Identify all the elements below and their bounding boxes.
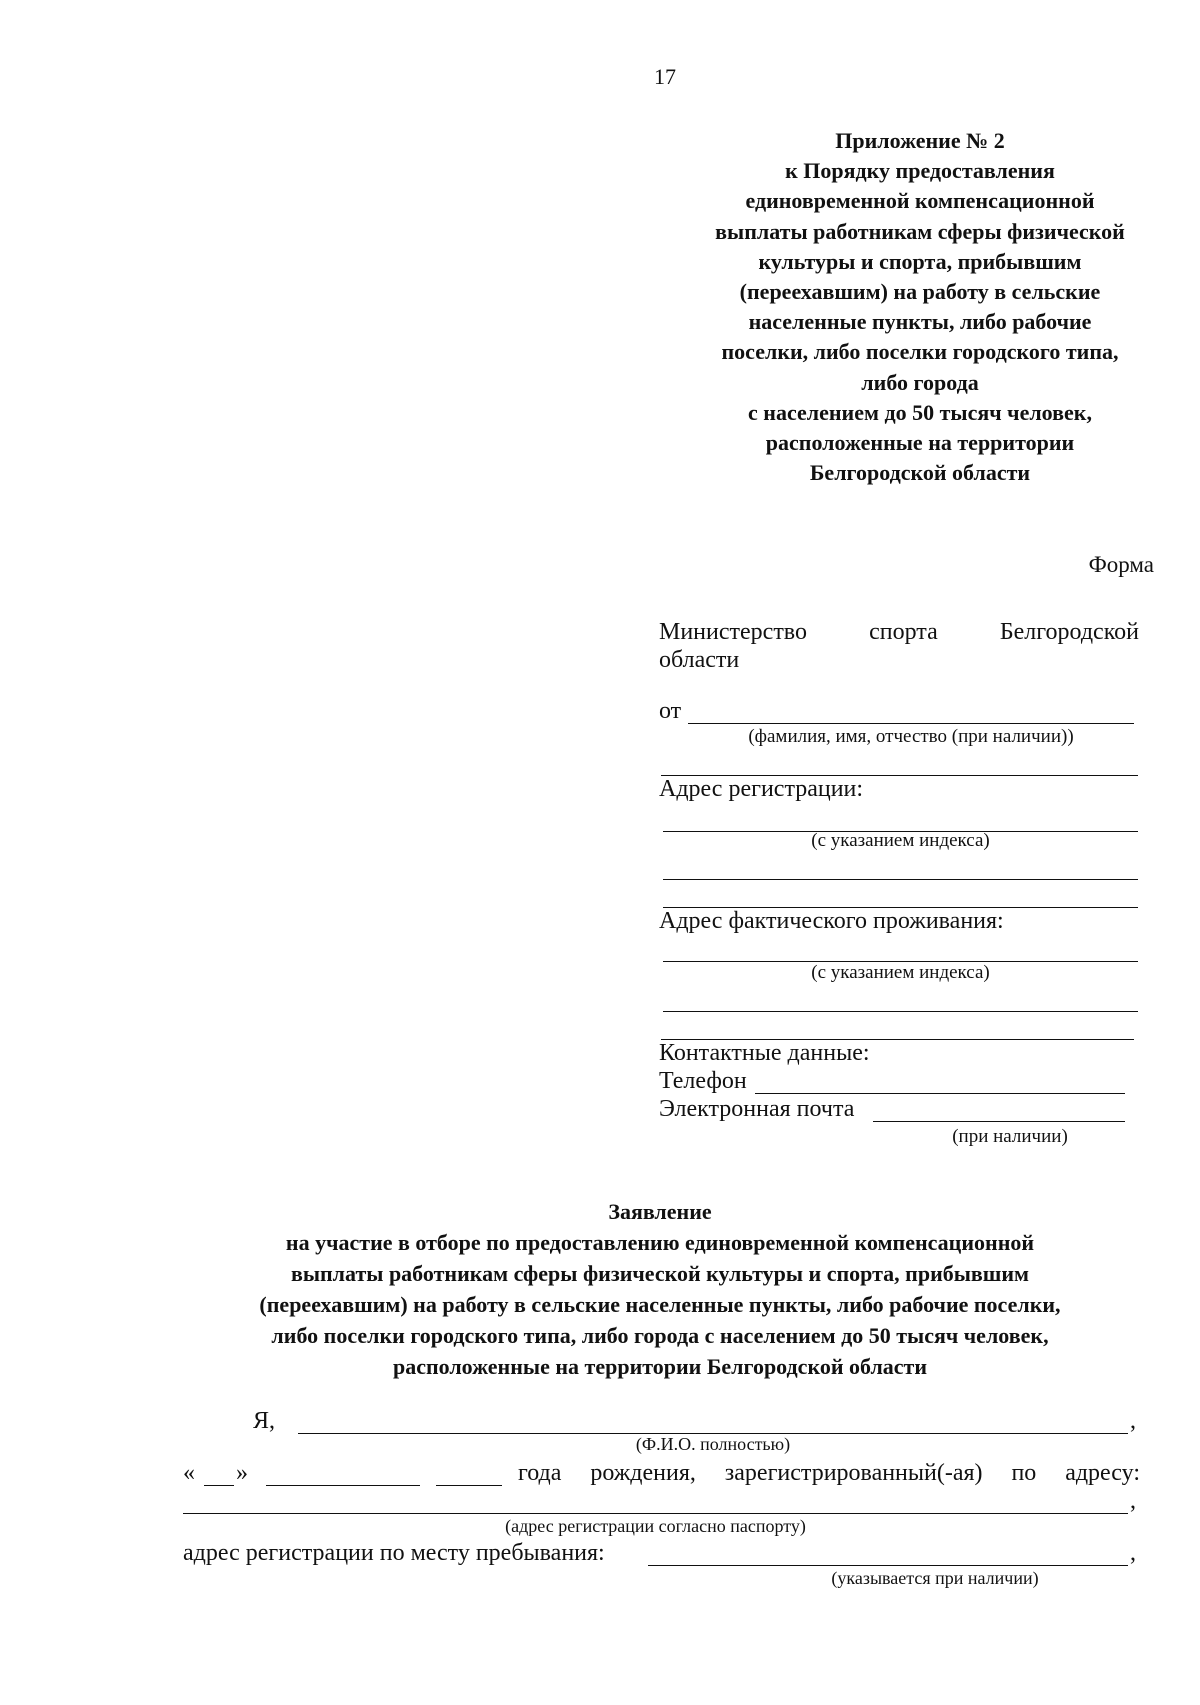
actual-address-label: Адрес фактического проживания: xyxy=(659,908,1004,934)
stay-address-field[interactable] xyxy=(648,1542,1128,1566)
reg-address-field[interactable] xyxy=(663,856,1138,880)
title-line: Заявление xyxy=(608,1199,712,1224)
appendix-line: с населением до 50 тысяч человек, xyxy=(748,399,1092,425)
birth-month-field[interactable] xyxy=(266,1462,420,1486)
comma: , xyxy=(1130,1488,1136,1514)
email-label: Электронная почта xyxy=(659,1096,855,1122)
appendix-line: расположенные на территории xyxy=(765,430,1075,456)
quote-close: » xyxy=(236,1460,248,1486)
actual-address-caption: (с указанием индекса) xyxy=(811,962,990,983)
ministry-word: области xyxy=(659,647,740,673)
birth-day-field[interactable] xyxy=(204,1462,234,1486)
appendix-header xyxy=(690,126,1150,488)
fio-field[interactable] xyxy=(298,1410,1128,1434)
appendix-line: Белгородской области xyxy=(809,460,1031,486)
email-field[interactable] xyxy=(873,1098,1125,1122)
reg-passport-field[interactable] xyxy=(183,1490,1128,1514)
reg-address-line-top[interactable] xyxy=(661,752,1138,776)
appendix-line: либо города xyxy=(861,369,979,395)
ministry-word: Белгородской xyxy=(999,619,1139,645)
quote-open: « xyxy=(183,1460,195,1486)
page-number: 17 xyxy=(654,64,676,89)
stay-caption: (указывается при наличии) xyxy=(831,1568,1039,1588)
ministry-word: спорта xyxy=(869,619,938,645)
comma: , xyxy=(1130,1540,1136,1566)
i-label: Я, xyxy=(253,1408,276,1434)
comma: , xyxy=(1130,1408,1136,1434)
appendix-line: культуры и спорта, прибывшим xyxy=(758,248,1082,274)
form-label: Форма xyxy=(1088,552,1154,577)
reg-passport-caption: (адрес регистрации согласно паспорту) xyxy=(505,1516,806,1536)
ministry-word: Министерство xyxy=(659,619,807,645)
reg-address-caption: (с указанием индекса) xyxy=(811,830,990,851)
actual-address-field[interactable] xyxy=(663,938,1138,962)
title-line: либо поселки городского типа, либо города с населением до 50 тысяч человек, xyxy=(271,1323,1049,1348)
email-caption: (при наличии) xyxy=(952,1126,1068,1147)
actual-address-field[interactable] xyxy=(663,988,1138,1012)
appendix-line: (переехавшим) на работу в сельские xyxy=(739,279,1101,305)
title-line: расположенные на территории Белгородской области xyxy=(392,1354,928,1379)
application-title xyxy=(200,1196,1120,1382)
appendix-line: единовременной компенсационной xyxy=(745,188,1095,214)
appendix-line: населенные пункты, либо рабочие xyxy=(748,309,1092,335)
from-caption: (фамилия, имя, отчество (при наличии)) xyxy=(748,726,1074,747)
from-label: от xyxy=(659,698,682,724)
title-line: на участие в отборе по предоставлению единовременной компенсационной xyxy=(285,1230,1035,1255)
phone-label: Телефон xyxy=(659,1068,747,1094)
birth-text: года рождения, зарегистрированный(-ая) по адресу: xyxy=(518,1460,1140,1486)
stay-address-label: адрес регистрации по месту пребывания: xyxy=(183,1540,605,1566)
title-line: выплаты работникам сферы физической культуры и спорта, прибывшим xyxy=(290,1261,1030,1286)
ministry-name xyxy=(659,618,1139,674)
reg-address-field[interactable] xyxy=(663,884,1138,908)
reg-address-label: Адрес регистрации: xyxy=(659,776,864,802)
birth-year-field[interactable] xyxy=(436,1462,502,1486)
contacts-label: Контактные данные: xyxy=(659,1040,870,1066)
appendix-line: Приложение № 2 xyxy=(835,128,1005,153)
appendix-line: к Порядку предоставления xyxy=(785,158,1055,184)
fio-caption: (Ф.И.О. полностью) xyxy=(635,1434,791,1454)
phone-field[interactable] xyxy=(755,1070,1125,1094)
reg-address-field[interactable] xyxy=(663,808,1138,832)
actual-address-field[interactable] xyxy=(661,1016,1134,1040)
appendix-line: выплаты работникам сферы физической xyxy=(715,218,1125,244)
appendix-line: поселки, либо поселки городского типа, xyxy=(721,339,1119,365)
from-field[interactable] xyxy=(688,700,1134,724)
title-line: (переехавшим) на работу в сельские населенные пункты, либо рабочие поселки, xyxy=(259,1292,1061,1317)
